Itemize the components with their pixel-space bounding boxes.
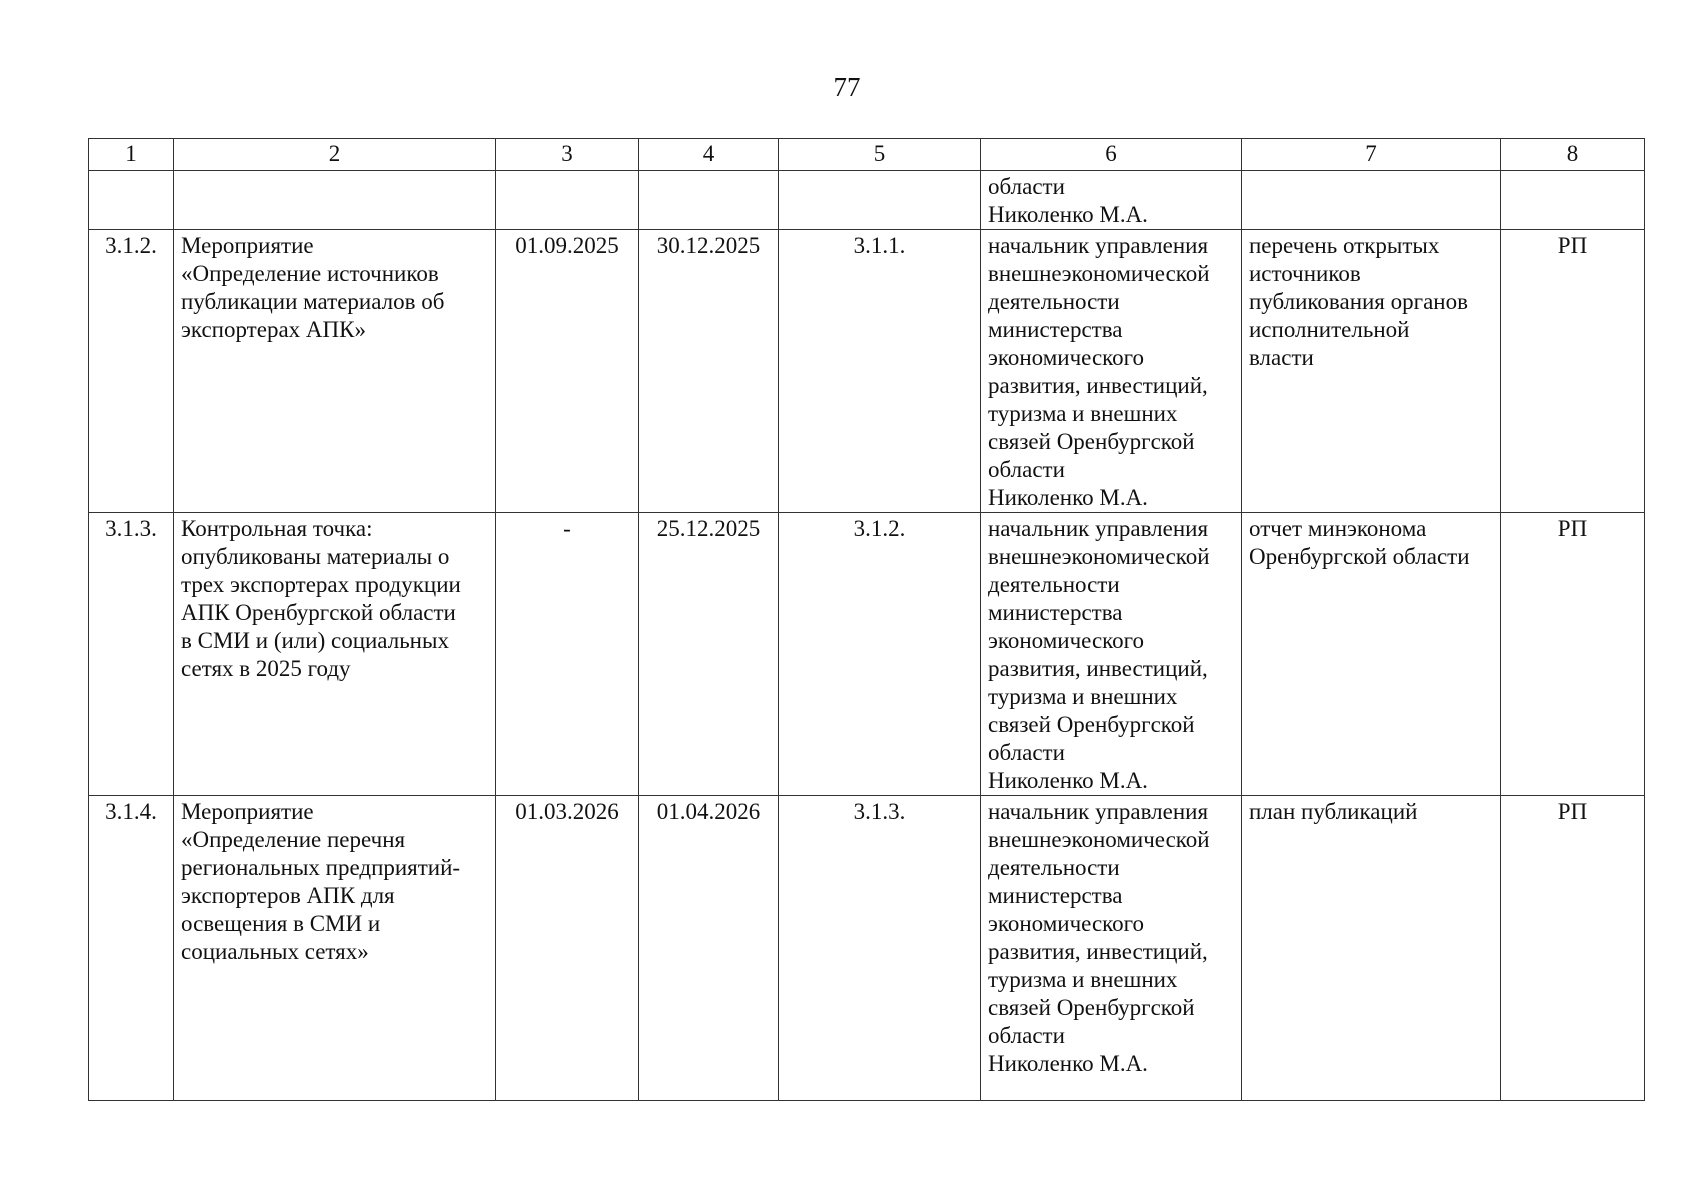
text-line: власти [1249,345,1314,370]
column-header: 5 [779,139,981,171]
text-line: перечень открытых [1249,233,1440,258]
text-line: внешнеэкономической [988,544,1210,569]
level-cell: РП [1501,796,1645,1101]
column-header: 8 [1501,139,1645,171]
text-line: публикования органов [1249,289,1468,314]
column-header: 6 [981,139,1242,171]
page-number: 77 [833,72,861,102]
text-line: связей Оренбургской [988,429,1195,454]
result-cell [1242,513,1501,796]
end-date-cell [639,171,779,230]
text-line: Николенко М.А. [988,485,1148,510]
text-line: области [988,740,1065,765]
text-line: деятельности [988,572,1120,597]
name-cell [174,230,496,513]
text-line: публикации материалов об [181,289,445,314]
name-cell [174,171,496,230]
responsible-cell [981,171,1242,230]
text-line: внешнеэкономической [988,827,1210,852]
text-line: план публикаций [1249,799,1418,824]
result-cell [1242,230,1501,513]
name-cell [174,513,496,796]
result-cell [1242,171,1501,230]
text-line: Оренбургской области [1249,544,1470,569]
column-header: 2 [174,139,496,171]
start-date-cell: 01.09.2025 [496,230,639,513]
number-cell: 3.1.3. [89,513,174,796]
text-line: Николенко М.А. [988,1051,1148,1076]
text-line: Николенко М.А. [988,768,1148,793]
responsible-cell [981,513,1242,796]
text-line: «Определение перечня [181,827,406,852]
text-line: Контрольная точка: [181,516,373,541]
column-header: 7 [1242,139,1501,171]
column-header: 3 [496,139,639,171]
plan-table [88,138,1645,1101]
start-date-cell [496,171,639,230]
text-line: развития, инвестиций, [988,656,1208,681]
number-cell [89,171,174,230]
start-date-cell: 01.03.2026 [496,796,639,1101]
level-cell: РП [1501,230,1645,513]
result-cell [1242,796,1501,1101]
text-line: министерства [988,317,1123,342]
text-line: экспортерах АПК» [181,317,366,342]
text-line: в СМИ и (или) социальных [181,628,449,653]
text-line: Мероприятие [181,799,314,824]
text-line: Мероприятие [181,233,314,258]
text-line: развития, инвестиций, [988,373,1208,398]
text-line: экономического [988,628,1145,653]
text-line: начальник управления [988,516,1209,541]
text-line: региональных предприятий- [181,855,461,880]
text-line: сетях в 2025 году [181,656,351,681]
text-line: освещения в СМИ и [181,911,381,936]
end-date-cell: 01.04.2026 [639,796,779,1101]
text-line: АПК Оренбургской области [181,600,456,625]
text-line: Николенко М.А. [988,202,1148,227]
header-row [89,139,1645,171]
responsible-cell [981,796,1242,1101]
text-line: области [988,457,1065,482]
text-line: экономического [988,345,1145,370]
level-cell: РП [1501,513,1645,796]
text-line: министерства [988,600,1123,625]
text-line: развития, инвестиций, [988,939,1208,964]
column-header: 4 [639,139,779,171]
text-line: деятельности [988,289,1120,314]
text-line: туризма и внешних [988,401,1178,426]
number-cell: 3.1.2. [89,230,174,513]
end-date-cell: 30.12.2025 [639,230,779,513]
text-line: министерства [988,883,1123,908]
table-row [89,230,1645,513]
text-line: социальных сетях» [181,939,369,964]
column-header: 1 [89,139,174,171]
table-row [89,796,1645,1101]
predecessor-cell: 3.1.1. [779,230,981,513]
text-line: трех экспортерах продукции [181,572,461,597]
text-line: экономического [988,911,1145,936]
text-line: опубликованы материалы о [181,544,450,569]
name-cell [174,796,496,1101]
text-line: начальник управления [988,233,1209,258]
number-cell: 3.1.4. [89,796,174,1101]
predecessor-cell [779,171,981,230]
predecessor-cell: 3.1.3. [779,796,981,1101]
table-row [89,513,1645,796]
text-line: туризма и внешних [988,684,1178,709]
text-line: начальник управления [988,799,1209,824]
text-line: связей Оренбургской [988,995,1195,1020]
predecessor-cell: 3.1.2. [779,513,981,796]
responsible-cell [981,230,1242,513]
text-line: экспортеров АПК для [181,883,395,908]
text-line: внешнеэкономической [988,261,1210,286]
level-cell [1501,171,1645,230]
table-row-continuation [89,171,1645,230]
text-line: туризма и внешних [988,967,1178,992]
text-line: связей Оренбургской [988,712,1195,737]
start-date-cell: - [496,513,639,796]
text-line: «Определение источников [181,261,439,286]
text-line: исполнительной [1249,317,1410,342]
end-date-cell: 25.12.2025 [639,513,779,796]
text-line: отчет минэконома [1249,516,1427,541]
text-line: области [988,174,1065,199]
text-line: источников [1249,261,1361,286]
text-line: деятельности [988,855,1120,880]
text-line: области [988,1023,1065,1048]
